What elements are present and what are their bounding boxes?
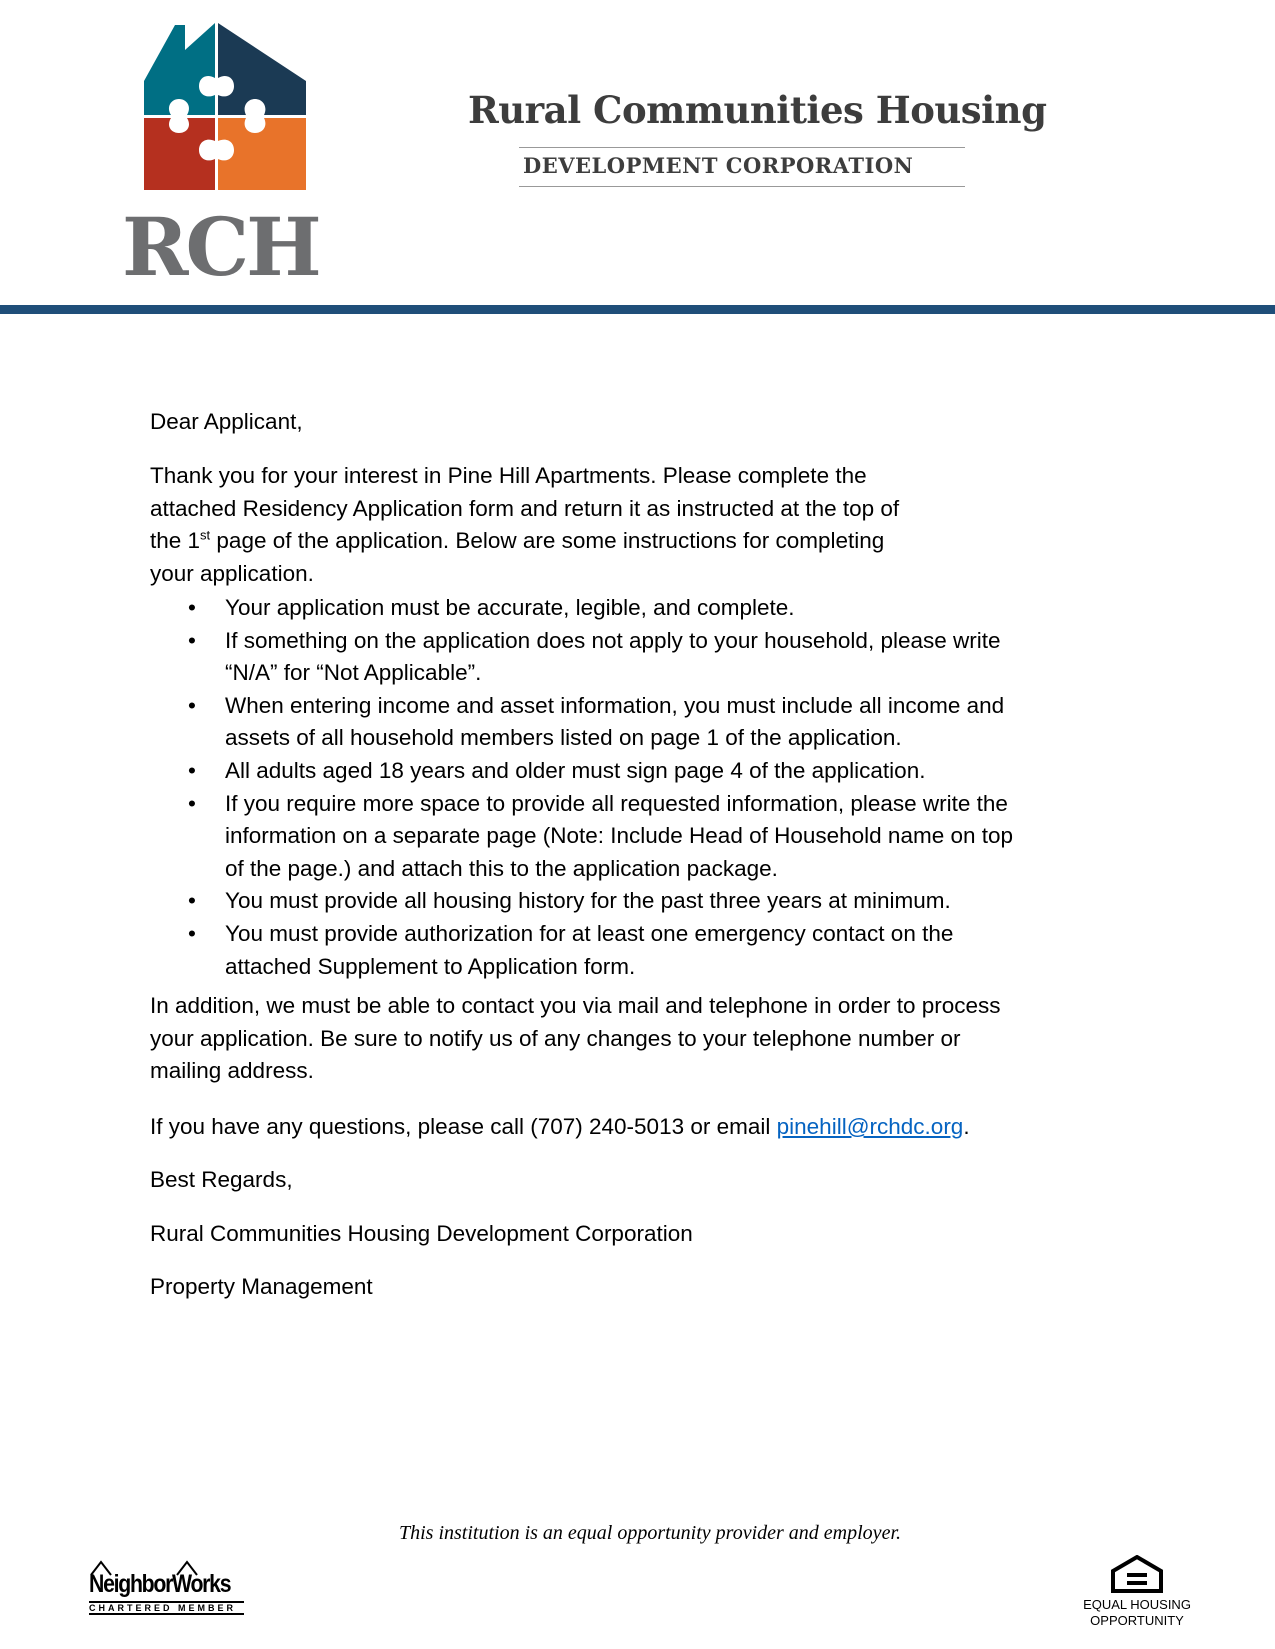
bullet-icon: • [188, 790, 196, 816]
equal-housing-logo [1075, 1555, 1199, 1629]
instruction-item [150, 625, 1013, 690]
signature-dept: Property Management [150, 1274, 373, 1299]
neighborworks-member-label: CHARTERED MEMBER [89, 1601, 244, 1615]
intro-paragraph [150, 460, 899, 590]
intro-line: the 1 [150, 528, 201, 554]
instruction-line: of the page.) and attach this to the application package. [225, 855, 778, 881]
instructions-list [150, 592, 1013, 983]
questions-text: If you have any questions, please call (707) 240-5013 or email [150, 1114, 777, 1139]
salutation: Dear Applicant, [150, 409, 303, 434]
neighborworks-wordmark: NeighborWorks [89, 1570, 231, 1598]
closing: Best Regards, [150, 1167, 293, 1192]
contact-line: your application. Be sure to notify us of any changes to your telephone number or [150, 1025, 961, 1051]
eho-line2: OPPORTUNITY [1090, 1613, 1184, 1628]
rch-logo-letters: RCH [122, 200, 319, 294]
instruction-item [150, 885, 1013, 918]
contact-line: In addition, we must be able to contact you via mail and telephone in order to process [150, 993, 1001, 1018]
questions-suffix: . [963, 1114, 970, 1139]
signature-org: Rural Communities Housing Development Corporation [150, 1221, 693, 1246]
instruction-line: You must provide all housing history for the past three years at minimum. [225, 888, 951, 914]
rch-puzzle-house-logo [144, 23, 306, 191]
instruction-item [150, 755, 1013, 788]
bullet-icon: • [188, 692, 196, 718]
intro-line: your application. [150, 560, 314, 586]
intro-line: Thank you for your interest in Pine Hill Apartments. Please complete the [150, 463, 867, 488]
instruction-item [150, 592, 1013, 625]
org-subtitle: DEVELOPMENT CORPORATION [523, 153, 914, 178]
instruction-item [150, 788, 1013, 886]
eho-line1: EQUAL HOUSING [1083, 1597, 1191, 1612]
questions-paragraph [150, 1111, 970, 1144]
org-name: Rural Communities Housing [468, 88, 1047, 132]
instruction-item [150, 690, 1013, 755]
contact-line: mailing address. [150, 1058, 314, 1084]
instruction-line: attached Supplement to Application form. [225, 953, 636, 979]
instruction-line: If something on the application does not apply to your household, please write [225, 627, 1001, 653]
instruction-line: Your application must be accurate, legible, and complete. [225, 595, 795, 620]
header-bar [0, 305, 1275, 314]
instruction-item [150, 918, 1013, 983]
neighborworks-logo [89, 1560, 249, 1615]
instruction-line: “N/A” for “Not Applicable”. [225, 660, 482, 686]
bullet-icon: • [188, 595, 196, 620]
bullet-icon: • [188, 627, 196, 653]
instruction-line: If you require more space to provide all requested information, please write the [225, 790, 1008, 816]
intro-line: page of the application. Below are some instructions for completing [210, 528, 885, 554]
equal-opportunity-notice: This institution is an equal opportunity provider and employer. [398, 1522, 902, 1544]
bullet-icon: • [188, 757, 196, 783]
instruction-line: You must provide authorization for at least one emergency contact on the [225, 920, 954, 946]
instruction-line: When entering income and asset information, you must include all income and [225, 692, 1005, 718]
email-link[interactable]: pinehill@rchdc.org [776, 1114, 964, 1139]
bullet-icon: • [188, 920, 196, 946]
instruction-line: All adults aged 18 years and older must sign page 4 of the application. [225, 757, 926, 783]
divider [519, 147, 965, 148]
intro-line: attached Residency Application form and return it as instructed at the top of [150, 495, 900, 521]
contact-paragraph [150, 990, 1001, 1088]
instruction-line: information on a separate page (Note: Include Head of Household name on top [225, 823, 1014, 849]
divider [519, 186, 965, 187]
ordinal-suffix: st [200, 527, 211, 543]
instruction-line: assets of all household members listed on page 1 of the application. [225, 725, 902, 751]
bullet-icon: • [188, 888, 196, 914]
equal-housing-icon [1111, 1555, 1163, 1593]
